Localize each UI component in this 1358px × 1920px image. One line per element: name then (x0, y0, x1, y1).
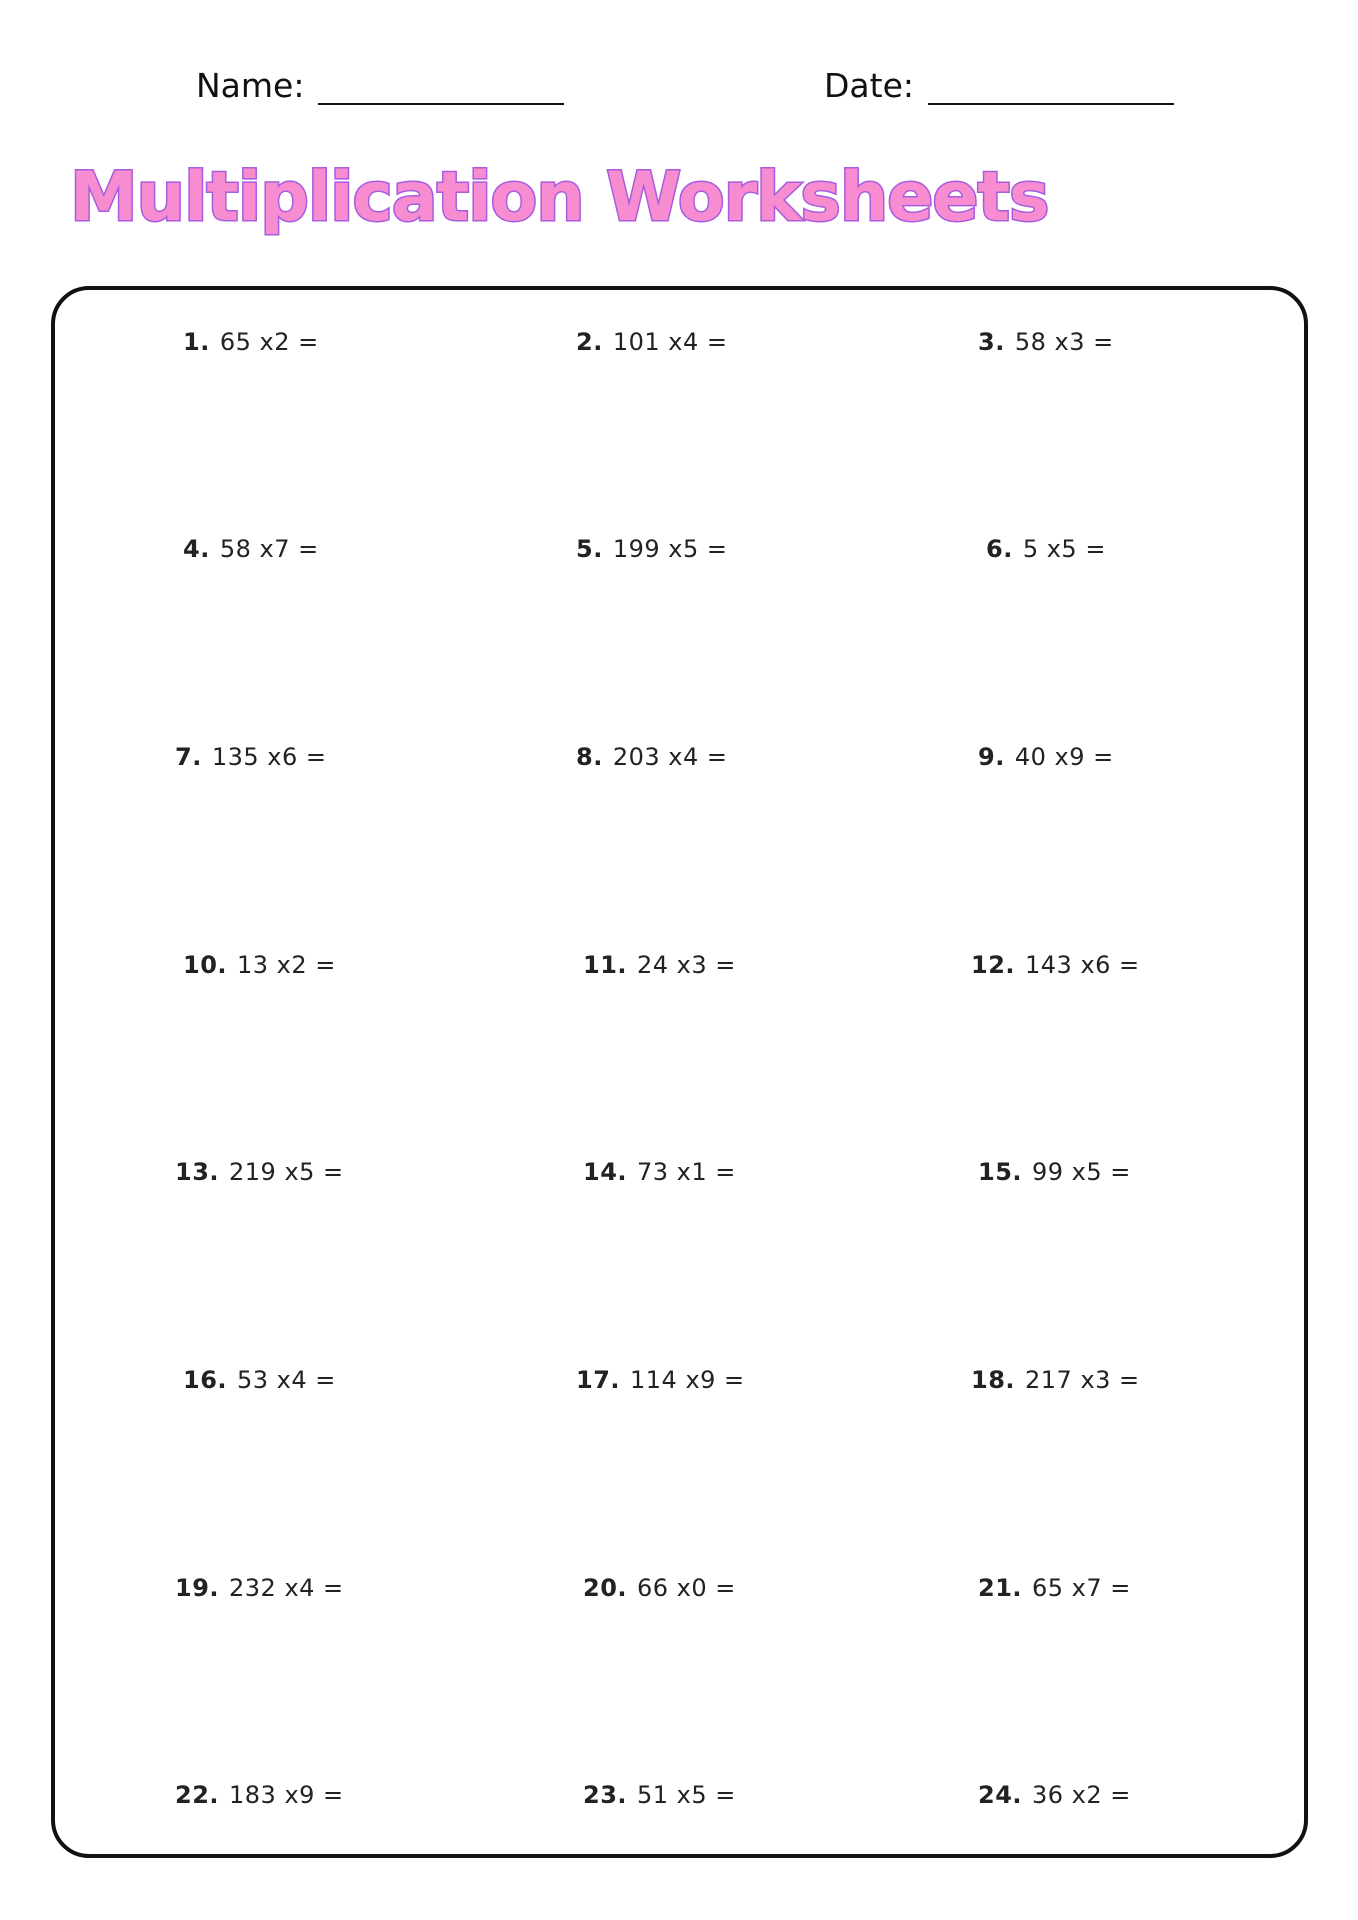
date-blank-line[interactable] (928, 67, 1174, 105)
problem-number: 1. (183, 328, 210, 356)
problem-expression: 40 x9 = (1014, 743, 1114, 771)
problems-box (51, 286, 1308, 1858)
problem-number: 13. (175, 1158, 220, 1186)
problem-number: 12. (971, 951, 1016, 979)
problem-number: 7. (175, 743, 202, 771)
problem-item (978, 1781, 1131, 1809)
problem-number: 19. (175, 1574, 220, 1602)
problem-expression: 51 x5 = (637, 1781, 736, 1809)
problem-expression: 66 x0 = (637, 1574, 736, 1602)
problem-expression: 58 x7 = (219, 535, 319, 563)
problem-expression: 232 x4 = (229, 1574, 344, 1602)
problem-number: 22. (175, 1781, 220, 1809)
problem-item (183, 535, 319, 563)
problem-item (583, 951, 736, 979)
problem-expression: 203 x4 = (612, 743, 728, 771)
name-label: Name: (196, 66, 305, 105)
page-title: Multiplication Worksheets (70, 158, 1049, 237)
problem-number: 3. (978, 328, 1005, 356)
problem-item (583, 1158, 736, 1186)
problem-number: 23. (583, 1781, 628, 1809)
problem-expression: 217 x3 = (1025, 1366, 1140, 1394)
problem-item (583, 1781, 736, 1809)
problem-expression: 219 x5 = (229, 1158, 344, 1186)
problem-number: 24. (978, 1781, 1023, 1809)
problem-expression: 24 x3 = (637, 951, 736, 979)
problem-item (583, 1574, 736, 1602)
problem-number: 21. (978, 1574, 1023, 1602)
problem-expression: 65 x7 = (1032, 1574, 1131, 1602)
problem-expression: 114 x9 = (630, 1366, 745, 1394)
problem-number: 10. (183, 951, 228, 979)
problem-number: 9. (978, 743, 1005, 771)
problem-item (576, 1366, 745, 1394)
problem-number: 14. (583, 1158, 628, 1186)
problem-item (971, 1366, 1140, 1394)
problem-expression: 53 x4 = (237, 1366, 336, 1394)
problem-item (183, 951, 336, 979)
problem-expression: 99 x5 = (1032, 1158, 1131, 1186)
problem-item (978, 1158, 1131, 1186)
date-label: Date: (824, 66, 914, 105)
problem-item (978, 1574, 1131, 1602)
problem-number: 8. (576, 743, 603, 771)
problem-item (576, 328, 727, 356)
problem-expression: 65 x2 = (219, 328, 319, 356)
problem-expression: 101 x4 = (612, 328, 728, 356)
problem-number: 17. (576, 1366, 621, 1394)
problem-number: 18. (971, 1366, 1016, 1394)
problem-item (978, 743, 1114, 771)
problem-item (175, 1781, 344, 1809)
problem-item (576, 535, 727, 563)
problem-number: 4. (183, 535, 210, 563)
problem-number: 11. (583, 951, 628, 979)
problem-expression: 58 x3 = (1014, 328, 1114, 356)
problem-item (183, 328, 319, 356)
problem-number: 16. (183, 1366, 228, 1394)
problem-number: 5. (576, 535, 603, 563)
problem-item (576, 743, 727, 771)
problem-expression: 5 x5 = (1022, 535, 1106, 563)
problem-number: 15. (978, 1158, 1023, 1186)
problem-expression: 199 x5 = (612, 535, 728, 563)
problem-expression: 73 x1 = (637, 1158, 736, 1186)
problem-expression: 36 x2 = (1032, 1781, 1131, 1809)
problem-expression: 143 x6 = (1025, 951, 1140, 979)
problem-item (175, 743, 326, 771)
name-blank-line[interactable] (318, 67, 564, 105)
problem-expression: 135 x6 = (211, 743, 327, 771)
problem-item (183, 1366, 336, 1394)
problem-item (986, 535, 1106, 563)
problem-item (978, 328, 1114, 356)
problem-item (971, 951, 1140, 979)
problem-number: 6. (986, 535, 1013, 563)
problem-expression: 13 x2 = (237, 951, 336, 979)
name-field[interactable] (196, 66, 564, 105)
problem-expression: 183 x9 = (229, 1781, 344, 1809)
problem-item (175, 1574, 344, 1602)
date-field[interactable] (824, 66, 1174, 105)
problem-number: 20. (583, 1574, 628, 1602)
problem-item (175, 1158, 344, 1186)
problem-number: 2. (576, 328, 603, 356)
